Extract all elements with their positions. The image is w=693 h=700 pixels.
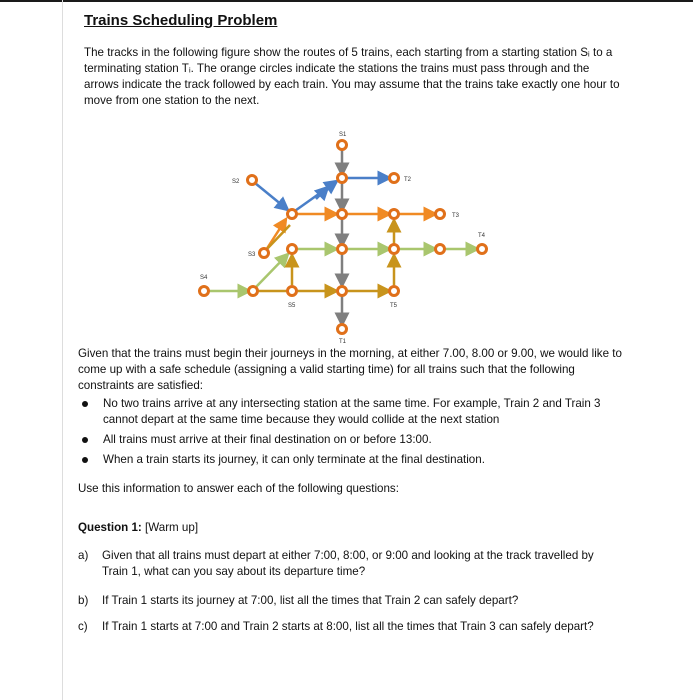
station-t2 — [390, 174, 399, 183]
label-t5: T5 — [390, 303, 398, 309]
station-s4 — [200, 287, 209, 296]
label-s3: S3 — [248, 252, 256, 258]
station-s3 — [260, 249, 269, 258]
station — [338, 287, 347, 296]
station-t4 — [478, 245, 487, 254]
label-s1: S1 — [339, 132, 347, 138]
constraint-item: When a train starts its journey, it can only terminate at the final destination. — [78, 452, 623, 468]
station-s5 — [288, 287, 297, 296]
station — [436, 245, 445, 254]
station — [288, 245, 297, 254]
label-t3: T3 — [452, 213, 460, 219]
station-t1 — [338, 325, 347, 334]
question-a: a) Given that all trains must depart at either 7:00, 8:00, or 9:00 and looking at the track travelled by Train 1, what can you say about its departure time? — [78, 549, 594, 578]
question-1-label: Question 1: — [78, 521, 142, 534]
bullet-icon — [82, 401, 88, 407]
station — [338, 174, 347, 183]
question-b: b) If Train 1 starts its journey at 7:00, list all the times that Train 2 can safely depart? — [78, 594, 519, 607]
station — [390, 210, 399, 219]
station — [338, 245, 347, 254]
question-1-heading — [78, 521, 198, 534]
bullet-icon — [82, 457, 88, 463]
constraints-intro: Given that the trains must begin their journeys in the morning, at either 7.00, 8.00 or 9.00, we would like to come up with a safe schedule (assigning a valid starting time) for all trains such that the following constraints are satisfied: — [78, 347, 622, 392]
label-s2: S2 — [232, 179, 240, 185]
intro-paragraph: The tracks in the following figure show the routes of 5 trains, each starting from a starting station Sᵢ to a terminating station Tᵢ. The orange circles indicate the stations the trains must pass through and the arrows indicate the track followed by each train. You may assume that the trains take exactly one hour to move from one station to the next. — [84, 46, 620, 107]
station-s2 — [248, 176, 257, 185]
constraint-item: No two trains arrive at any intersecting station at the same time. For example, Train 2 and Train 3 cannot depart at the same time because they would collide at the next station — [78, 396, 623, 428]
use-info: Use this information to answer each of the following questions: — [78, 482, 399, 495]
label-s4: S4 — [200, 275, 208, 281]
station — [338, 210, 347, 219]
label-t1: T1 — [339, 339, 347, 345]
station — [288, 210, 297, 219]
station — [390, 245, 399, 254]
page-title: Trains Scheduling Problem — [84, 12, 278, 29]
station — [249, 287, 258, 296]
track-train-2 — [255, 178, 390, 213]
station-t5 — [390, 287, 399, 296]
station-t3 — [436, 210, 445, 219]
station-s1 — [338, 141, 347, 150]
bullet-icon — [82, 437, 88, 443]
label-s5: S5 — [288, 303, 296, 309]
question-c: c) If Train 1 starts at 7:00 and Train 2 starts at 8:00, list all the times that Train 3 can safely depart? — [78, 620, 594, 633]
constraint-item: All trains must arrive at their final destination on or before 13:00. — [78, 432, 623, 448]
label-t2: T2 — [404, 177, 412, 183]
constraints-list — [78, 396, 623, 472]
track-train-5 — [255, 220, 394, 291]
train-tracks-figure — [180, 125, 520, 345]
label-t4: T4 — [478, 233, 486, 239]
question-1-subtitle: [Warm up] — [145, 521, 199, 534]
